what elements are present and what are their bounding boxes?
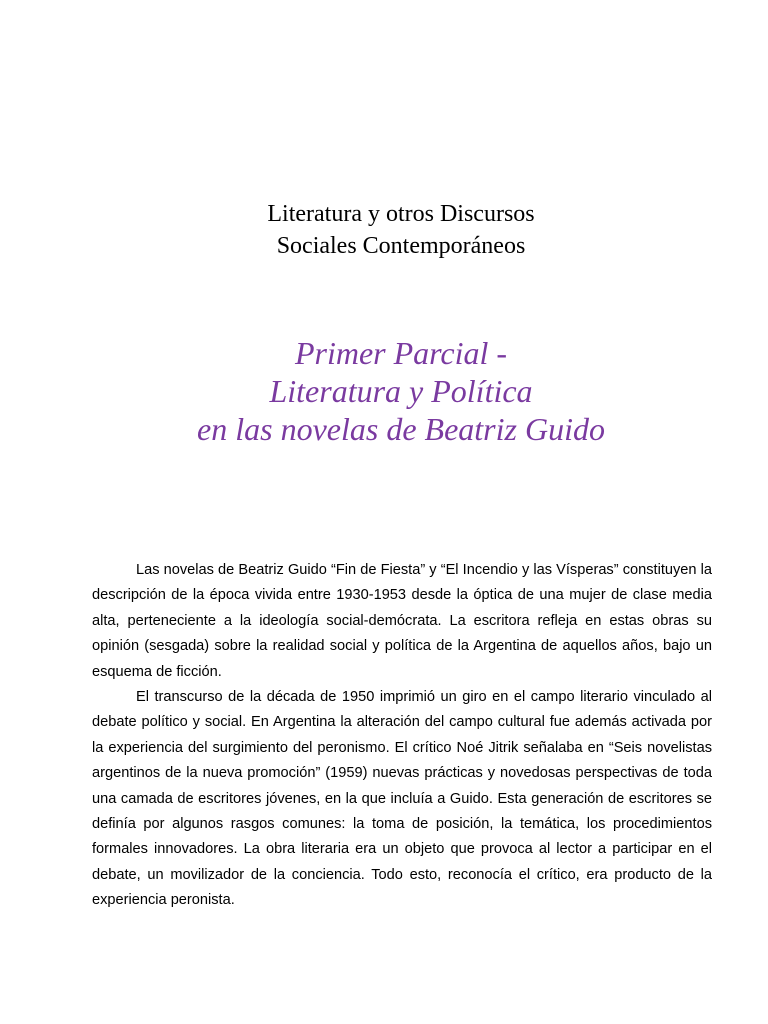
paragraph-2: El transcurso de la década de 1950 imprimió un giro en el campo literario vinculado al debate político y social. En Argentina la alteración del campo cultural fue además activada por la experiencia del surgimiento del peronismo. El crítico Noé Jitrik señalaba en “Seis novelistas argentinos de la nueva promoción” (1959) nuevas prácticas y novedosas perspectivas de toda una camada de escritores jóvenes, en la que incluía a Guido. Esta generación de escritores se definía por algunos rasgos comunes: la toma de posición, la temática, los procedimientos formales innovadores. La obra literaria era un objeto que provoca al lector a participar en el debate, un movilizador de la conciencia. Todo esto, reconocía el crítico, era producto de la experiencia peronista. — [92, 689, 712, 909]
body-text — [92, 558, 712, 914]
document-title — [0, 334, 768, 448]
course-heading-line-2: Sociales Contemporáneos — [276, 233, 526, 259]
document-title-line-2: Literatura y Política — [269, 373, 533, 409]
document-title-line-3: en las novelas de Beatriz Guido — [197, 411, 605, 447]
paragraph-1: Las novelas de Beatriz Guido “Fin de Fiesta” y “El Incendio y las Vísperas” constituyen la descripción de la época vivida entre 1930-1953 desde la óptica de una mujer de clase media alta, perteneciente a la ideología social-demócrata. La escritora refleja en estas obras su opinión (sesgada) sobre la realidad social y política de la Argentina de aquellos años, bajo un esquema de ficción. — [92, 562, 712, 680]
course-heading-line-1: Literatura y otros Discursos — [267, 201, 535, 227]
document-title-line-1: Primer Parcial - — [294, 335, 508, 371]
course-heading — [0, 198, 768, 262]
